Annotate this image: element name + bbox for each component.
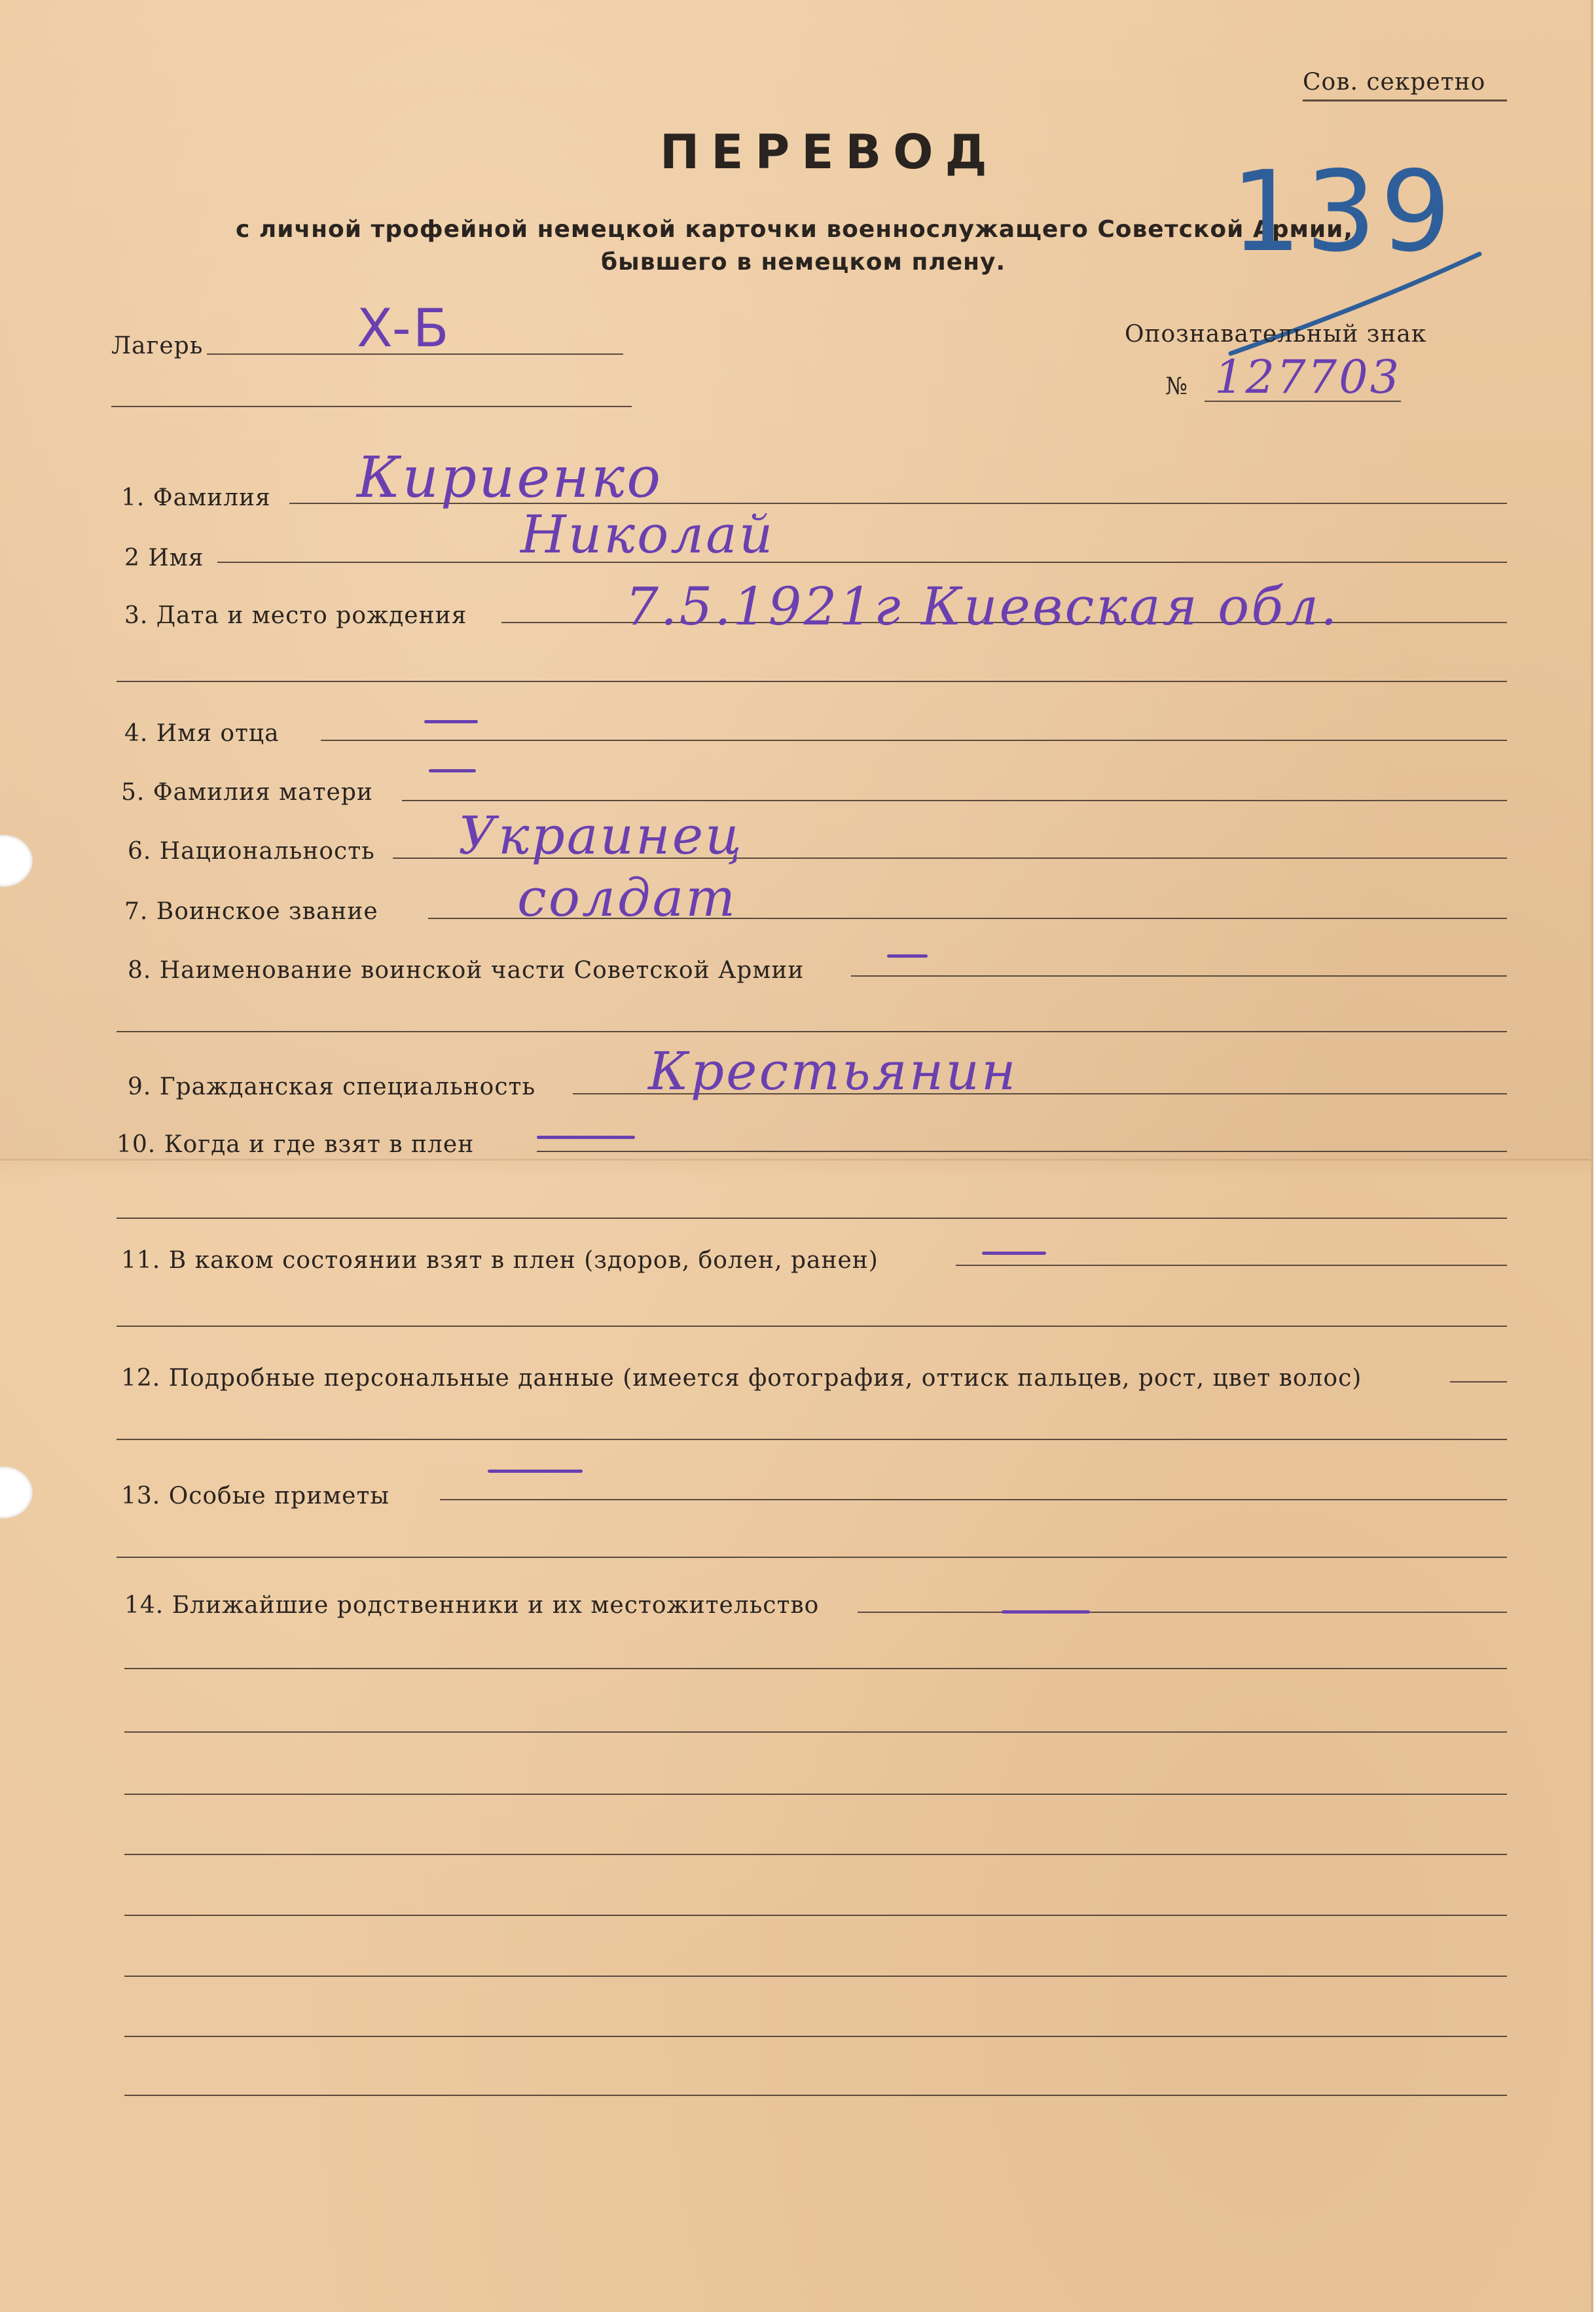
punch-hole — [0, 1466, 33, 1519]
field-unit-label: 8. Наименование воинской части Советской Армии — [128, 957, 805, 984]
classification-mark: Сов. секретно — [1303, 69, 1486, 96]
document-title: ПЕРЕВОД — [660, 124, 999, 179]
field-father-dash — [424, 720, 478, 723]
field-features-line — [440, 1499, 1507, 1500]
field-mother-label: 5. Фамилия матери — [121, 779, 373, 806]
field-features-line-2 — [117, 1557, 1507, 1558]
field-condition-line — [956, 1265, 1507, 1266]
field-capture-label: 10. Когда и где взят в плен — [117, 1131, 475, 1158]
field-mother-dash — [429, 769, 476, 772]
field-condition-label: 11. В каком состоянии взят в плен (здоров, болен, ранен) — [121, 1247, 879, 1274]
field-features-label: 13. Особые приметы — [121, 1483, 390, 1509]
relatives-line — [124, 1854, 1507, 1855]
field-birth-line-2 — [117, 681, 1507, 682]
field-relatives-line — [858, 1612, 1507, 1613]
document-subtitle-line-1: с личной трофейной немецкой карточки военнослужащего Советской Армии, — [236, 216, 1354, 243]
fold-crease — [0, 1159, 1591, 1161]
field-personal-data-line-2 — [117, 1439, 1507, 1440]
field-rank-label: 7. Воинское звание — [124, 898, 378, 925]
id-tag-label: Опознавательный знак — [1125, 321, 1427, 348]
document-subtitle-line-2: бывшего в немецком плену. — [601, 249, 1006, 276]
field-father-label: 4. Имя отца — [124, 720, 280, 747]
classification-underline — [1303, 99, 1507, 101]
relatives-line — [124, 1976, 1507, 1977]
field-name-line — [217, 562, 1507, 563]
field-unit-dash — [887, 954, 928, 958]
relatives-line — [124, 2036, 1507, 2037]
field-father-line — [321, 740, 1507, 741]
field-unit-line-2 — [117, 1031, 1507, 1032]
field-condition-line-2 — [117, 1326, 1507, 1327]
field-nationality-value: Украинец — [458, 805, 744, 866]
relatives-line — [124, 1794, 1507, 1795]
field-unit-line — [851, 975, 1507, 977]
field-capture-dash — [537, 1136, 635, 1139]
field-features-dash — [488, 1470, 583, 1473]
field-surname-label: 1. Фамилия — [121, 484, 271, 511]
field-occupation-value: Крестьянин — [648, 1041, 1018, 1102]
field-mother-line — [402, 800, 1507, 801]
camp-value: X-Б — [357, 298, 451, 359]
field-rank-value: солдат — [517, 867, 738, 928]
field-relatives-dash — [1002, 1610, 1090, 1614]
id-tag-value: 127703 — [1214, 350, 1402, 404]
field-relatives-label: 14. Ближайшие родственники и их местожительство — [124, 1592, 820, 1619]
field-birth-label: 3. Дата и место рождения — [124, 602, 467, 629]
archive-number-stamp: 139 — [1231, 147, 1455, 277]
relatives-line — [124, 1668, 1507, 1669]
field-capture-line-2 — [117, 1218, 1507, 1219]
id-tag-prefix: № — [1165, 373, 1189, 400]
relatives-line — [124, 1915, 1507, 1916]
relatives-line — [124, 1731, 1507, 1733]
field-birth-value: 7.5.1921г Киевская обл. — [625, 576, 1339, 637]
camp-line-2 — [111, 406, 632, 407]
field-occupation-label: 9. Гражданская специальность — [128, 1074, 536, 1100]
field-surname-value: Кириенко — [357, 445, 663, 511]
field-capture-line — [537, 1151, 1507, 1152]
relatives-line — [124, 2095, 1507, 2096]
field-name-value: Николай — [520, 504, 775, 565]
field-condition-dash — [982, 1252, 1046, 1255]
punch-hole — [0, 835, 33, 887]
field-personal-data-label: 12. Подробные персональные данные (имеется фотография, оттиск пальцев, рост, цвет волос) — [121, 1365, 1362, 1392]
camp-label: Лагерь — [111, 333, 204, 359]
field-nationality-label: 6. Национальность — [128, 838, 375, 865]
field-personal-data-line — [1450, 1381, 1507, 1382]
field-name-label: 2 Имя — [124, 545, 204, 571]
